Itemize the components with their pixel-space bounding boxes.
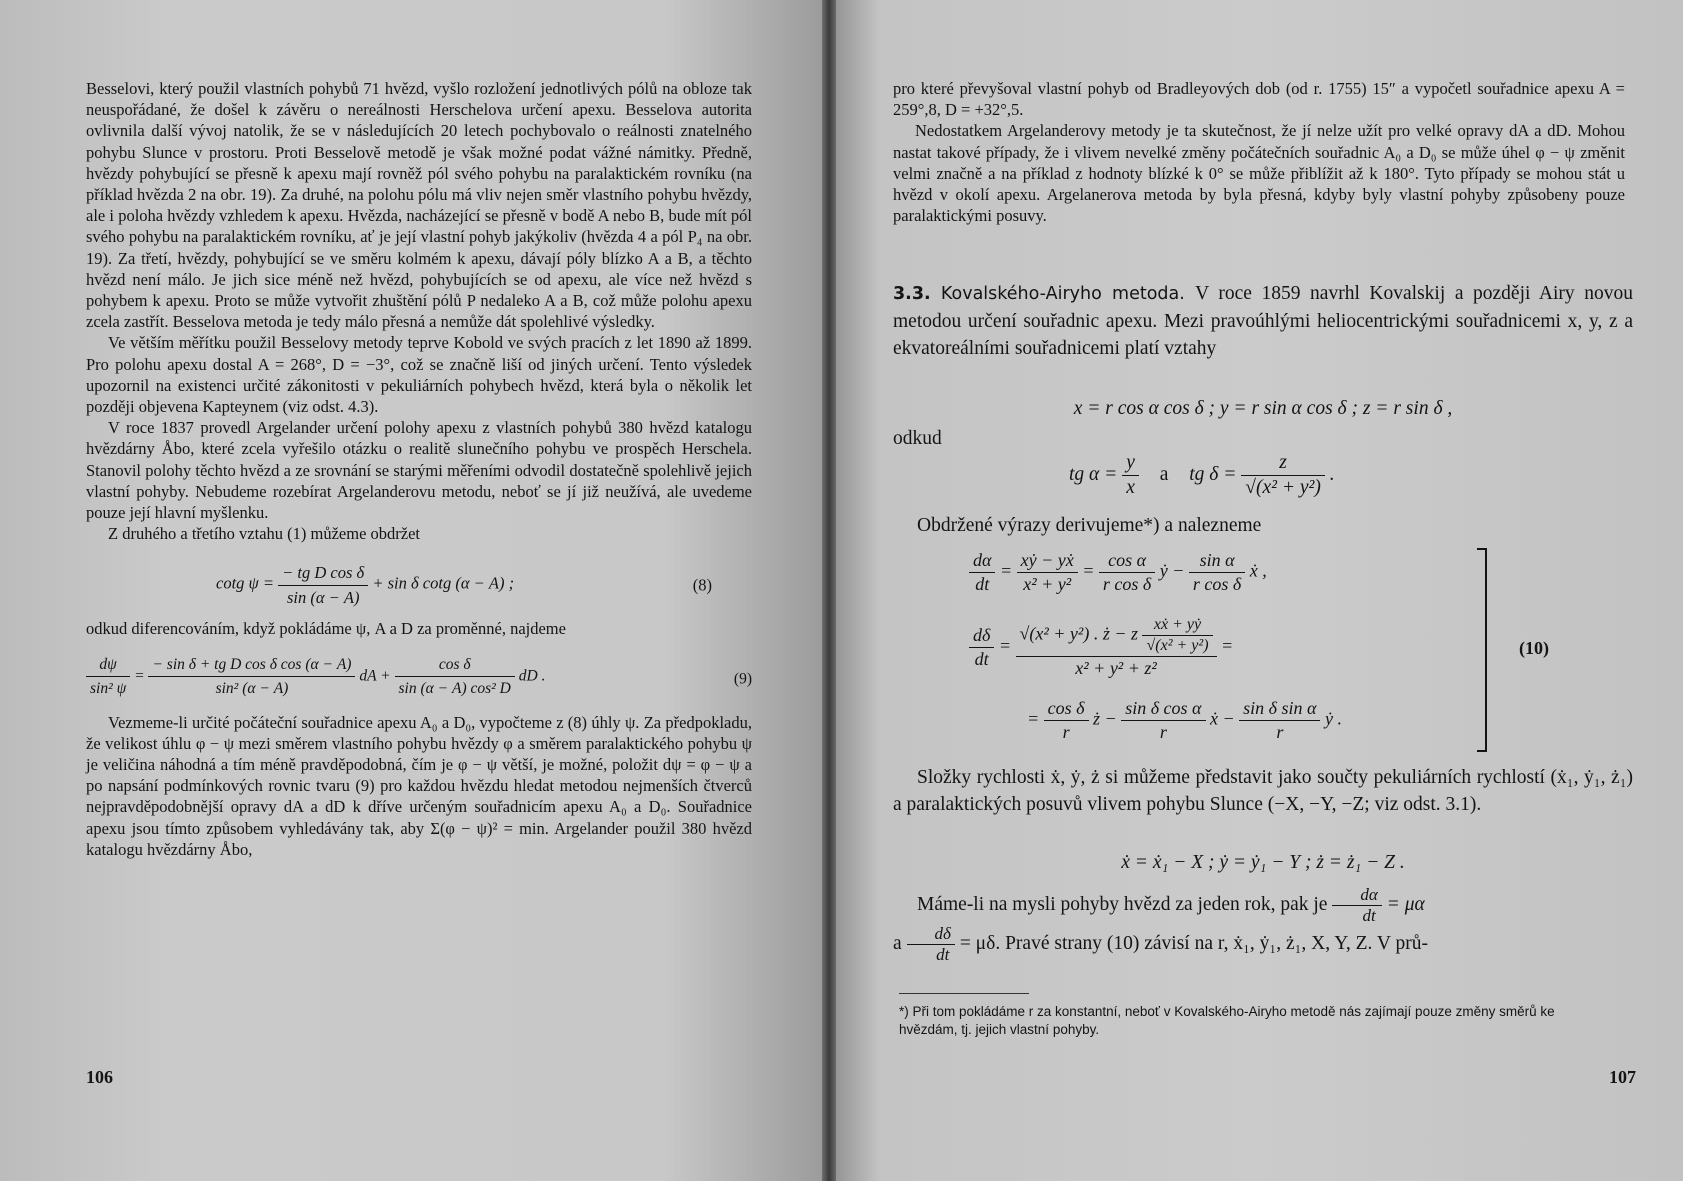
p6-part-a: Máme-li na mysli pohyby hvězd za jeden rok, pak je [917,893,1328,915]
eq9-fraction-3 [395,654,515,699]
eq10-l1-lhs-num: dα [969,550,995,573]
eq10-l1-end: ẋ , [1249,560,1267,581]
eq8-denominator: sin (α − A) [286,587,360,607]
eq10-l3-f1-num: cos δ [1044,698,1089,721]
eq10-line-3 [1027,698,1342,743]
left-paragraph-2: Ve větším měřítku použil Besselovy metody teprve Kobold ve svých pracích z let 1890 až 1899. Pro polohu apexu dostal A = 268°, D = −3°, což se značně liší od jiných určení. Tento výsledek upozornil na existenci určité zákonitosti v pekuliárních pohybech hvězd, která byla o několik let později objevena Kapteynem (viz odst. 4.3). [86,333,752,417]
eq10-l1-eq: = [999,560,1013,581]
left-paragraph-4: Z druhého a třetího vztahu (1) můžeme obdržet [108,524,421,544]
section-number: 3.3. [893,284,931,304]
eq9-number: (9) [733,670,752,688]
eq10-l1-lhs-den: dt [975,574,990,594]
eq10-line-2 [969,616,1233,679]
eq9-end: dD . [518,666,546,684]
eq10-l1-f1-num: xẏ − yẋ [1017,550,1078,573]
eq8-rest: + sin δ cotg (α − A) ; [372,573,515,593]
eq10-brace [1477,548,1487,752]
tg-delta-numerator: z [1241,452,1325,476]
eq10-l1-mid: ẏ − [1159,560,1185,581]
eq10-number: (10) [1519,638,1549,658]
footnote: *) Při tom pokládáme r za konstantní, neboť v Kovalského-Airyho metodě nás zajímají pouze změny směrů ke hvězdám, tj. jejich vlastní pohyby. [899,1004,1555,1037]
left-page-text [86,78,752,860]
tg-alpha-lhs: tg α = [1069,463,1118,485]
eq10-l3-f1-den: r [1062,722,1070,742]
p6-part-c: a [893,932,902,954]
eq10-l1-f3-den: r cos δ [1192,574,1242,594]
tg-delta-fraction [1241,452,1325,499]
eq10-l3-f3-num: sin δ sin α [1239,698,1320,721]
equation-tg [1069,452,1629,499]
eq9-fraction-1 [86,654,130,699]
section-title: Kovalského-Airyho metoda. [940,284,1185,304]
eq9-f2-denominator: sin² (α − A) [215,679,289,697]
eq8-numerator: − tg D cos δ [278,562,368,585]
left-paragraph-5: odkud diferencováním, když pokládáme ψ, A a D za proměnné, najdeme [86,619,566,639]
eq10-l2-eq: = [998,635,1012,656]
eq10-l1-f1-den: x² + y² [1023,574,1072,594]
tg-alpha-fraction [1122,452,1139,499]
left-paragraph-6: Vezmeme-li určité počáteční souřadnice apexu A₀ a D₀, vypočteme z (8) úhly ψ. Za předpokladu, že velikost úhlu φ − ψ mezi směrem vlastního pohybu hvězdy φ a směrem paralaktického pohybu ψ je veličina náhodná a tím méně pravděpodobná, čím je φ − ψ větší, je možné, položit dψ = φ − ψ a po napsání podmínkových rovnic tvaru (9) pro každou hvězdu hledat metodou nejmenších čtverců nejpravděpodobnější opravy dA a dD k dříve určeným souřadnicím apexu A₀ a D₀. Souřadnice apexu jsou tímto způsobem vyhledávány tak, aby Σ(φ − ψ)² = min. Argelander použil 380 hvězd katalogu hvězdárny Åbo, [86,712,752,859]
right-paragraph-5: Složky rychlosti ẋ, ẏ, ż si můžeme představit jako součty pekuliárních rychlostí (ẋ₁, ẏ₁, ż₁) a paralaktických posuvů vlivem pohybu Slunce (−X, −Y, −Z; viz odst. 3.1). [893,767,1633,815]
eq9-fraction-2 [148,654,355,699]
eq9-middle: dA + [359,666,391,684]
eq10-l2-inner-num: xẋ + yẏ [1142,616,1212,636]
right-page-top-text [893,78,1625,226]
tg-alpha-numerator: y [1122,452,1139,476]
odkud-label: odkud [893,428,942,449]
right-paragraph-1: pro které převyšoval vlastní pohyb od Bradleyových dob (od r. 1755) 15″ a vypočetl souřadnice apexu A = 259°,8, D = +32°,5. [893,79,1625,120]
left-page-number: 106 [86,1067,113,1087]
eq10-l3-m2: ẋ − [1210,708,1235,729]
eq10-l2-lhs-num: dδ [969,625,994,648]
derivation-intro: Obdržené výrazy derivujeme*) a nalezneme [917,515,1262,536]
left-paragraph-3: V roce 1837 provedl Argelander určení polohy apexu z vlastních pohybů 380 hvězd katalogu hvězdárny Åbo, které zcela vyřešilo otázku o realitě slunečního pohybu ve prospěch Herschela. Stanovil polohy těchto hvězd a ze srovnání se starými měřeními odvodil dostatečně spolehlivě jejich vlastní pohyby. Nebudeme rozebírat Argelanderovu metodu, neboť se jí již neužívá, ale uvedeme pouze její hlavní myšlenku. [86,418,752,523]
eq10-l2-den: x² + y² + z² [1075,658,1157,678]
p6-f1-num: dα [1332,886,1381,906]
eq9-f1-denominator: sin² ψ [90,679,127,697]
eq9-f2-numerator: − sin δ + tg D cos δ cos (α − A) [148,654,355,677]
eq10-l2-num-a: √(x² + y²) . ż − z [1019,623,1138,644]
eq8-lhs: cotg ψ = [216,573,275,593]
eq9-f1-numerator: dψ [86,654,130,677]
eq10-l1-eq2: = [1082,560,1095,581]
left-page [0,0,829,1181]
tg-alpha-denominator: x [1126,477,1135,498]
tg-and: a [1159,463,1169,485]
eq10-line-1 [969,550,1267,595]
left-paragraph-1: Besselovi, který použil vlastních pohybů 71 hvězd, vyšlo rozložení jednotlivých pólů na obloze tak neuspořádané, že došel k závěru o nereálnosti Herschelova určení apexu. Besselova autorita ovlivnila další vývoj natolik, že se v následujících 20 letech pochybovalo o reálnosti znatelného pohybu Slunce v prostoru. Proti Besselově metodě je však možné podat vážné námitky. Předně, hvězdy pohybující se přesně k apexu mají rovněž pól svého pohybu na paralaktickém rovníku (na příklad hvězda 2 na obr. 19). Za druhé, na polohu pólu má vliv nejen směr vlastního pohybu hvězdy, ale i poloha hvězdy vzhledem k apexu. Hvězda, nacházející se přesně v bodě A nebo B, bude mít pól svého pohybu na paralaktickém rovníku, ať je její vlastní pohyb jakýkoliv (hvězda 4 a pól P₄ na obr. 19). Za třetí, hvězdy, pohybující se ve směru kolmém k apexu, dávají póly blízko A a B, a těchto hvězd není málo. Je jich sice méně než hvězd, pohybujících se od apexu, ale více než hvězd s pohybem k apexu. Proto se může vytvořit zhuštění pólů P nedaleko A a B, což může polohu apexu zcela zastřít. Besselova metoda je tedy málo přesná a nemůže dát spolehlivé výsledky. [86,79,752,332]
p6-f2-den: dt [936,945,950,964]
p6-f2-num: dδ [907,925,955,945]
right-page [829,0,1683,1181]
eq10-l1-f3-num: sin α [1189,550,1245,573]
eq10-l2-big-fraction [1016,616,1217,679]
section-paragraph [893,280,1633,362]
p6-part-d: = μδ. Pravé strany (10) závisí na r, ẋ₁, ẏ₁, ż₁, X, Y, Z. V prů- [959,932,1428,954]
book-gutter [822,0,836,1181]
eq10-l2-end: = [1221,635,1234,656]
eq10-l3-eq: = [1027,708,1040,729]
equation-dot: ẋ = ẋ₁ − X ; ẏ = ẏ₁ − Y ; ż = ż₁ − Z . [1121,852,1405,873]
eq9-f3-numerator: cos δ [395,654,515,677]
eq8-number: (8) [692,575,712,595]
eq10-l2-inner-den: √(x² + y²) [1146,637,1209,654]
eq10-l3-m1: ż − [1093,708,1117,729]
equation-9 [86,646,752,712]
right-paragraph-2: Nedostatkem Argelanderovy metody je ta skutečnost, že jí nelze užít pro velké opravy dA a dD. Mohou nastat takové případy, že i vlivem nevelké změny počátečních souřadnic A₀ a D₀ se může úhel φ − ψ změnit velmi značně a na příklad z hodnoty blízké k 0° se může přiblížit až k 180°. Tyto případy se mohou stát u hvězd v okolí apexu. Argelanerova metoda by byla přesná, kdyby byly vlastní pohyby způsobeny pouze paralaktickými posuvy. [893,121,1625,226]
right-page-number: 107 [1609,1067,1636,1087]
tg-delta-denominator: √(x² + y²) [1245,477,1321,498]
right-paragraph-3: V roce 1859 navrhl Kovalskij a později Airy novou metodou určení souřadnic apexu. Mezi pravoúhlými heliocentrickými souřadnicemi x, y, z a ekvatoreálními souřadnicemi platí vztahy [893,283,1633,359]
footnote-rule [899,993,1029,994]
tg-end: . [1329,463,1335,485]
section-heading [893,284,1195,304]
eq10-l3-end: ẏ . [1324,708,1342,729]
tg-delta-lhs: tg δ = [1189,463,1237,485]
p6-f1-den: dt [1362,906,1376,925]
right-page-main-text [893,280,1633,362]
eq10-l3-f2-num: sin δ cos α [1121,698,1205,721]
eq10-l3-f3-den: r [1276,722,1284,742]
eq9-f3-denominator: sin (α − A) cos² D [398,679,511,697]
eq10-l1-f2-num: cos α [1099,550,1155,573]
p6-part-b: = μα [1386,893,1425,915]
eq9-equals: = [134,666,145,684]
right-paragraph-6 [893,886,1633,964]
equation-8 [86,552,752,618]
eq10-l1-f2-den: r cos δ [1102,574,1152,594]
equation-xyz: x = r cos α cos δ ; y = r sin α cos δ ; z = r sin δ , [1073,398,1453,419]
eq10-l2-lhs-den: dt [974,649,989,669]
eq8-fraction [278,562,368,607]
eq10-l3-f2-den: r [1159,722,1167,742]
